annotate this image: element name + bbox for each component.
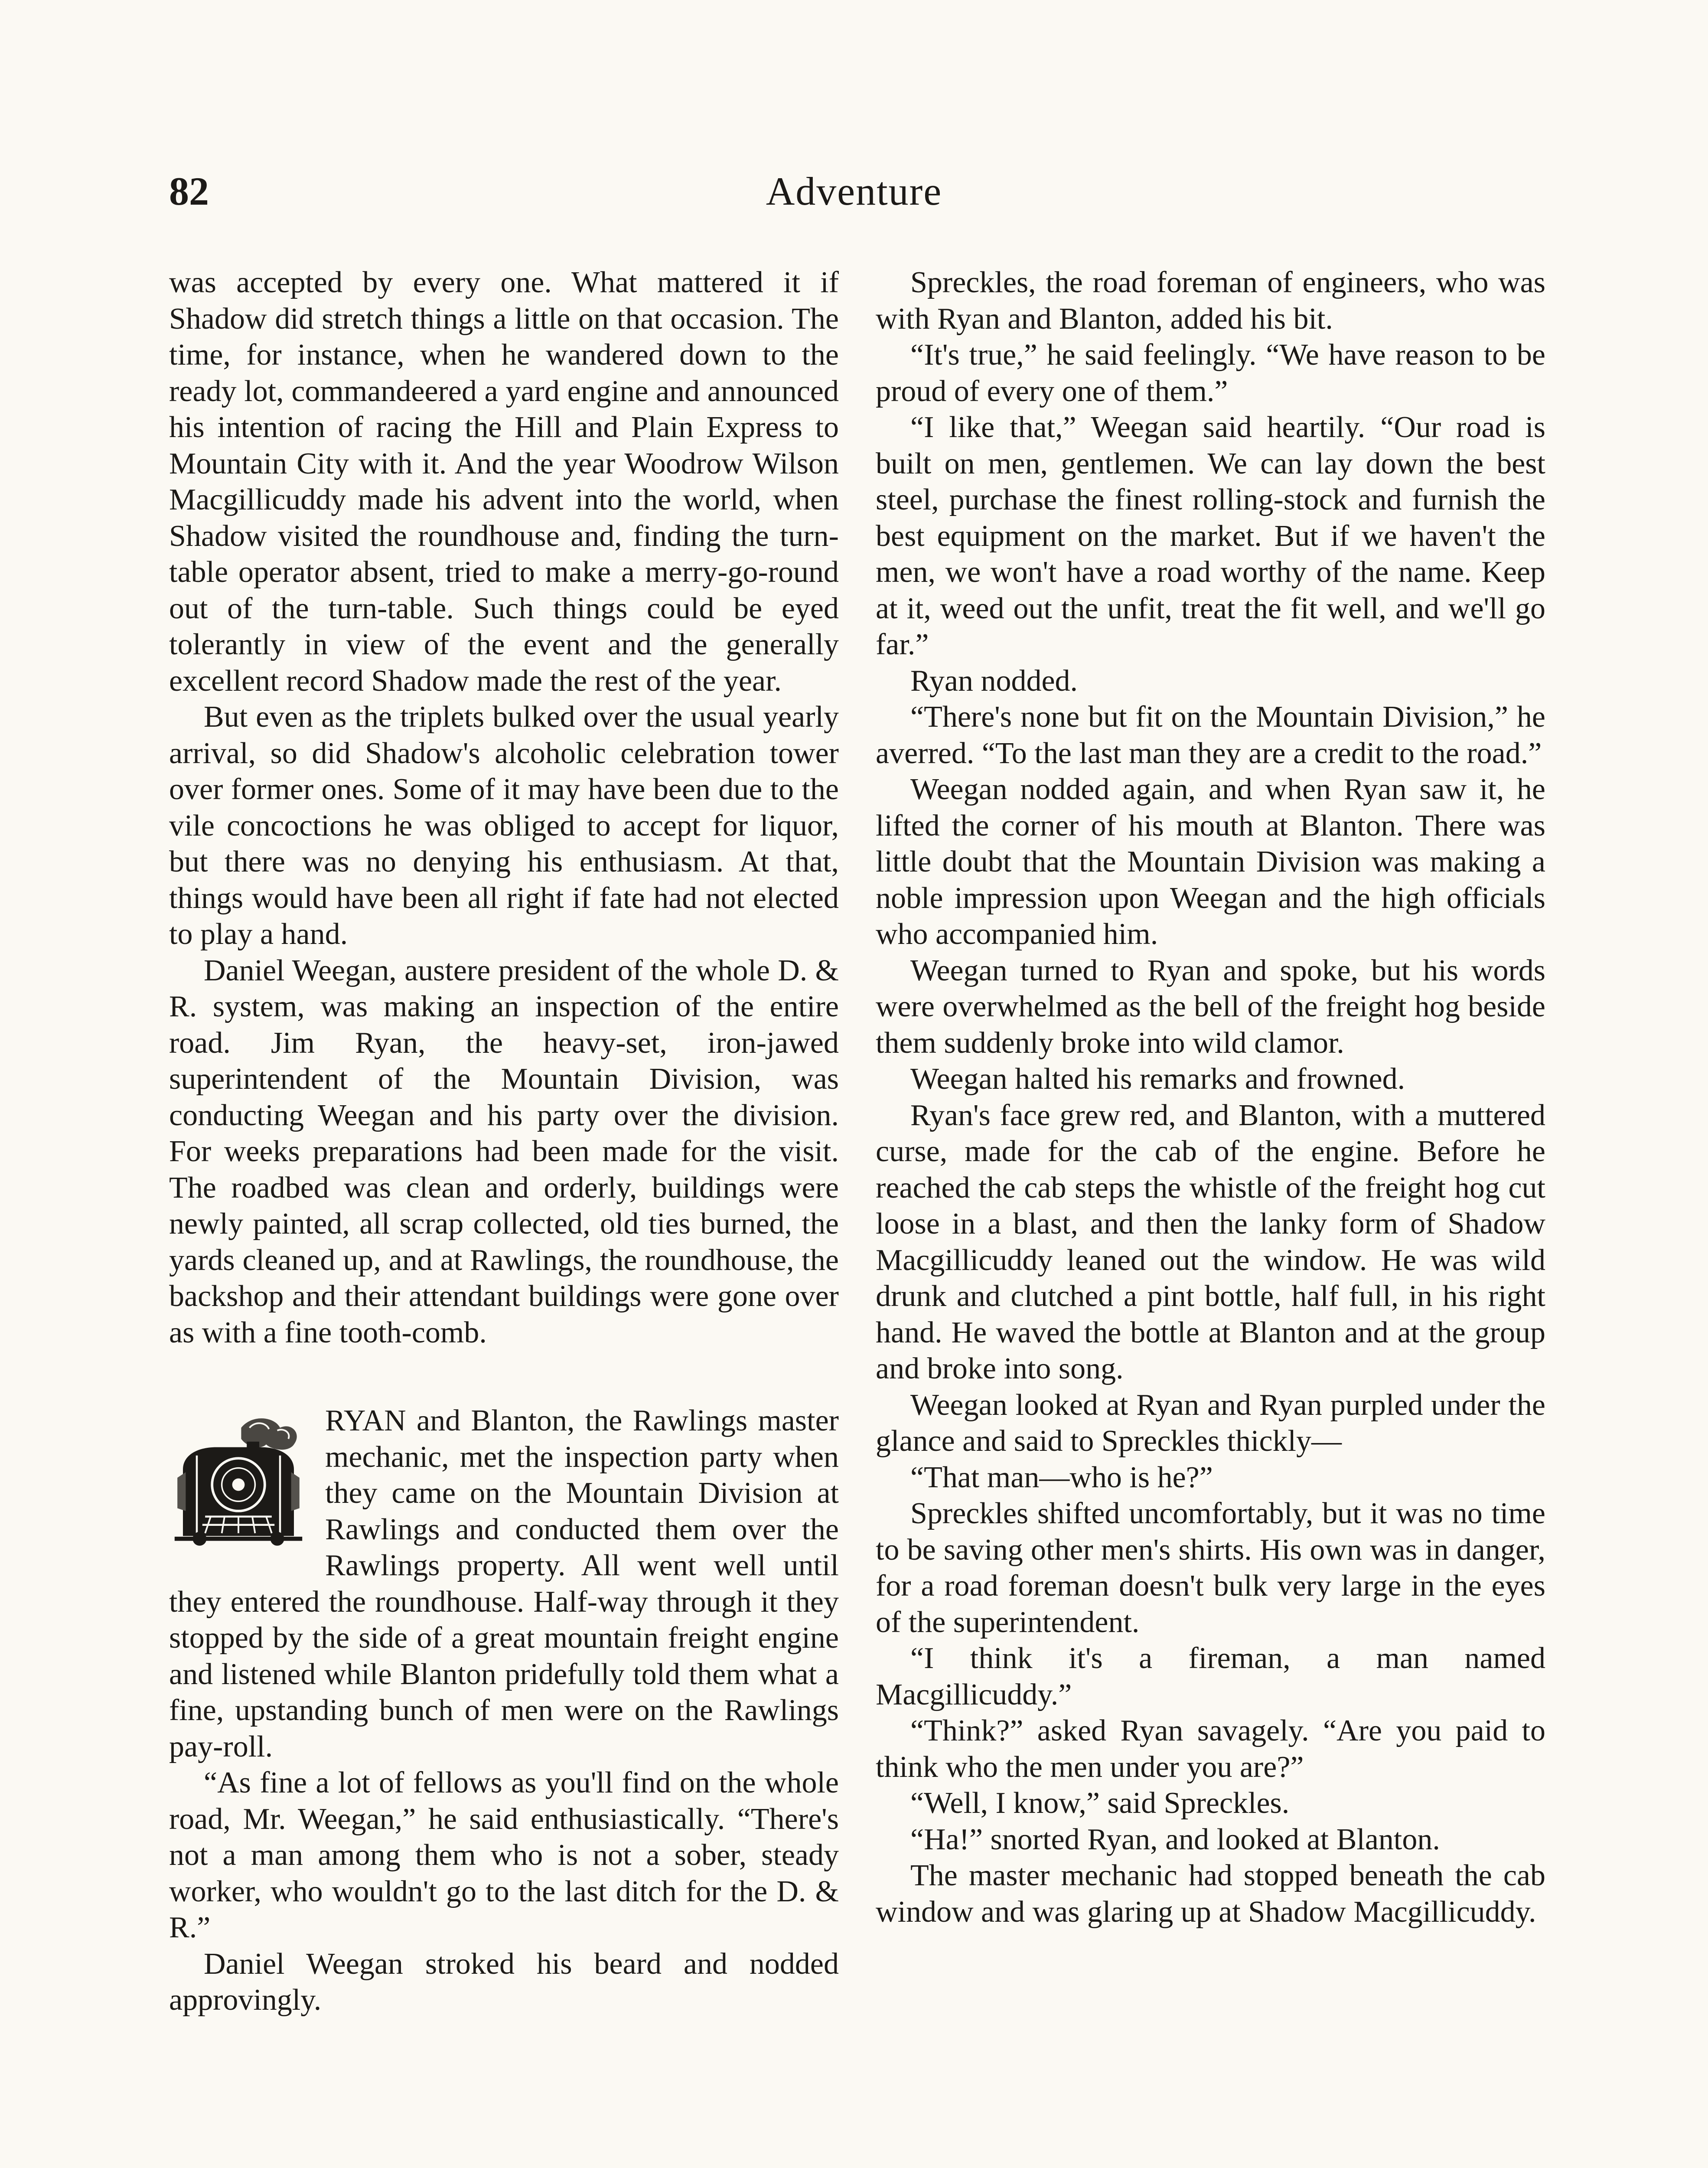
page-number: 82 — [169, 169, 209, 213]
right-paragraph-1: Spreckles, the road foreman of engineers, who was with Ryan and Blanton, added his bit. — [876, 266, 1545, 336]
right-paragraph-3: “I like that,” Weegan said heartily. “Our road is built on men, gentlemen. We can lay down the best steel, purchase the finest rolling-stock and furnish the best equipment on the market. But if we haven't the men, we won't have a road worthy of the name. Keep at it, weed out the unfit, treat the fit well, and we'll go far.” — [876, 411, 1545, 661]
left-paragraph-3: Daniel Weegan, austere president of the whole D. & R. system, was making an inspection of the entire road. Jim Ryan, the heavy-set, iron-jawed superintendent of the Mountain Division, was conducting Weegan and his party over the division. For weeks preparations had been made for the visit. The roadbed was clean and orderly, buildings were newly painted, all scrap collected, old ties burned, the yards cleaned up, and at Rawlings, the roundhouse, the backshop and their attendant buildings were gone over as with a fine tooth-comb. — [169, 953, 839, 1349]
section-break — [169, 1351, 839, 1403]
locomotive-icon — [169, 1406, 308, 1549]
left-paragraph-6: Daniel Weegan stroked his beard and nodded approvingly. — [169, 1947, 839, 2017]
left-paragraph-4: RYAN and Blanton, the Rawlings master mechanic, met the inspection party when they came on the Mountain Division at Rawlings and conducted them over the Rawlings property. All went well until they entered the roundhouse. Half-way through it they stopped by the side of a great mountain freight engine and listened while Blanton pridefully told them what a fine, upstanding bunch of men were on the Rawlings pay-roll. — [169, 1404, 839, 1763]
right-paragraph-7: Weegan turned to Ryan and spoke, but his words were overwhelmed as the bell of the freight hog beside them suddenly broke into wild clamor. — [876, 953, 1545, 1060]
left-paragraph-2: But even as the triplets bulked over the usual yearly arrival, so did Shadow's alcoholic celebration tower over former ones. Some of it may have been due to the vile concoctions he was obliged to accept for liquor, but there was no denying his enthusiasm. At that, things would have been all right if fate had not elected to play a hand. — [169, 700, 839, 951]
right-paragraph-10: Weegan looked at Ryan and Ryan purpled under the glance and said to Spreckles thickly— — [876, 1388, 1545, 1458]
left-paragraph-1: was accepted by every one. What mattered it if Shadow did stretch things a little on that occasion. The time, for instance, when he wandered down to the ready lot, commandeered a yard engine and announced his intention of racing the Hill and Plain Express to Mountain City with it. And the year Woodrow Wilson Macgillicuddy made his advent into the world, when Shadow visited the roundhouse and, finding the turn-table operator absent, tried to make a merry-go-round out of the turn-table. Such things could be eyed tolerantly in view of the event and the generally excellent record Shadow made the rest of the year. — [169, 266, 839, 698]
right-paragraph-17: The master mechanic had stopped beneath the cab window and was glaring up at Shadow Macgillicuddy. — [876, 1859, 1545, 1929]
right-paragraph-11: “That man—who is he?” — [910, 1460, 1213, 1494]
right-paragraph-5: “There's none but fit on the Mountain Division,” he averred. “To the last man they are a credit to the road.” — [876, 700, 1545, 770]
right-paragraph-8: Weegan halted his remarks and frowned. — [910, 1062, 1405, 1096]
right-paragraph-6: Weegan nodded again, and when Ryan saw it, he lifted the corner of his mouth at Blanton. There was little doubt that the Mountain Division was making a noble impression upon Weegan and the high officials who accompanied him. — [876, 773, 1545, 951]
right-paragraph-9: Ryan's face grew red, and Blanton, with a muttered curse, made for the cab of the engine. Before he reached the cab steps the whistle of the freight hog cut loose in a blast, and then the lanky form of Shadow Macgillicuddy leaned out the window. He was wild drunk and clutched a pint bottle, half full, in his right hand. He waved the bottle at Blanton and at the group and broke into song. — [876, 1098, 1545, 1385]
right-paragraph-15: “Well, I know,” said Spreckles. — [910, 1786, 1290, 1820]
right-paragraph-16: “Ha!” snorted Ryan, and looked at Blanton. — [910, 1822, 1440, 1856]
right-paragraph-13: “I think it's a fireman, a man named Macgillicuddy.” — [876, 1642, 1545, 1711]
right-paragraph-4: Ryan nodded. — [910, 664, 1078, 698]
right-paragraph-14: “Think?” asked Ryan savagely. “Are you paid to think who the men under you are?” — [876, 1714, 1545, 1784]
left-column — [169, 264, 839, 2018]
left-paragraph-5: “As fine a lot of fellows as you'll find on the whole road, Mr. Weegan,” he said enthusiastically. “There's not a man among them who is not a sober, steady worker, who wouldn't go to the last ditch for the D. & R.” — [169, 1766, 839, 1944]
running-title: Adventure — [766, 169, 942, 213]
right-paragraph-2: “It's true,” he said feelingly. “We have reason to be proud of every one of them.” — [876, 338, 1545, 408]
right-paragraph-12: Spreckles shifted uncomfortably, but it was no time to be saving other men's shirts. His own was in danger, for a road foreman doesn't bulk very large in the eyes of the superintendent. — [876, 1497, 1545, 1639]
right-column — [876, 264, 1545, 1930]
